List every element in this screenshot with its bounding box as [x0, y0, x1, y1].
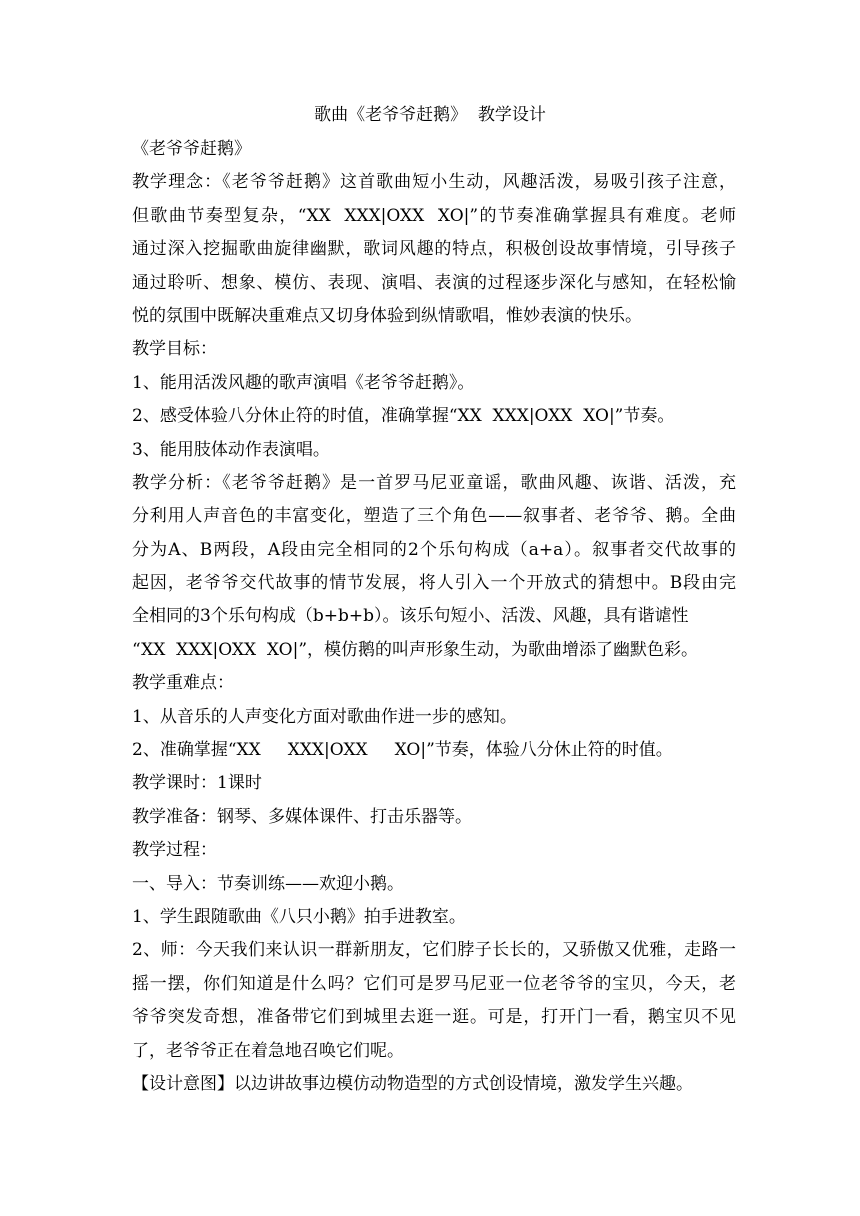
document-body [132, 133, 736, 1101]
text-line: 通过聆听、想象、模仿、表现、演唱、表演的过程逐步深化与感知，在轻松愉 [132, 272, 736, 293]
text-line: 教学理念：《老爷爷赶鹅》这首歌曲短小生动，风趣活泼，易吸引孩子注意， [132, 172, 736, 193]
text-line: 1、能用活泼风趣的歌声演唱《老爷爷赶鹅》。 [132, 372, 475, 393]
text-line: 分利用人声音色的丰富变化，塑造了三个角色——叙事者、老爷爷、鹅。全曲 [132, 506, 736, 527]
text-line: 但歌曲节奏型复杂，“XX XXX|OXX XO|”的节奏准确掌握具有难度。老师 [132, 205, 736, 226]
text-line: 爷爷突发奇想，准备带它们到城里去逛一逛。可是，打开门一看，鹅宝贝不见 [132, 1007, 736, 1028]
text-line: 2、感受体验八分休止符的时值，准确掌握“XX XXX|OXX XO|”节奏。 [132, 406, 675, 427]
text-line: 1、从音乐的人声变化方面对歌曲作进一步的感知。 [132, 706, 517, 727]
text-line: 全相同的3个乐句构成（b+b+b）。该乐句短小、活泼、风趣，具有谐谑性 [132, 606, 689, 627]
text-line: 教学目标： [132, 339, 217, 360]
text-line: 教学过程： [132, 840, 217, 861]
text-line: 悦的氛围中既解决重难点又切身体验到纵情歌唱，惟妙表演的快乐。 [132, 305, 642, 326]
text-line: 摇一摆，你们知道是什么吗？它们可是罗马尼亚一位老爷爷的宝贝，今天，老 [132, 973, 736, 994]
text-line: 教学准备：钢琴、多媒体课件、打击乐器等。 [132, 806, 472, 827]
text-line: 2、准确掌握“XX XXX|OXX XO|”节奏，体验八分休止符的时值。 [132, 740, 673, 761]
text-line: 3、能用肢体动作表演唱。 [132, 439, 330, 460]
text-line: 起因，老爷爷交代故事的情节发展，将人引入一个开放式的猜想中。B段由完 [132, 573, 736, 594]
text-line: 分为A、B两段，A段由完全相同的2个乐句构成（a+a）。叙事者交代故事的 [132, 539, 736, 560]
text-line: 《老爷爷赶鹅》 [132, 139, 251, 159]
text-line: 教学重难点： [132, 673, 234, 694]
text-line: 通过深入挖掘歌曲旋律幽默，歌词风趣的特点，积极创设故事情境，引导孩子 [132, 239, 736, 260]
text-line: 1、学生跟随歌曲《八只小鹅》拍手进教室。 [132, 906, 466, 927]
text-line: 教学分析：《老爷爷赶鹅》是一首罗马尼亚童谣，歌曲风趣、诙谐、活泼，充 [132, 472, 736, 493]
text-line: 【设计意图】以边讲故事边模仿动物造型的方式创设情境，激发学生兴趣。 [132, 1073, 693, 1094]
text-line: 2、师：今天我们来认识一群新朋友，它们脖子长长的，又骄傲又优雅，走路一 [132, 940, 736, 961]
text-line: 教学课时：1课时 [132, 773, 262, 794]
document-title: 歌曲《老爷爷赶鹅》 教学设计 [314, 105, 546, 125]
text-line: 一、导入：节奏训练——欢迎小鹅。 [132, 873, 404, 894]
text-line: “XX XXX|OXX XO|”，模仿鹅的叫声形象生动，为歌曲增添了幽默色彩。 [132, 639, 699, 660]
text-line: 了，老爷爷正在着急地召唤它们呢。 [132, 1040, 404, 1061]
